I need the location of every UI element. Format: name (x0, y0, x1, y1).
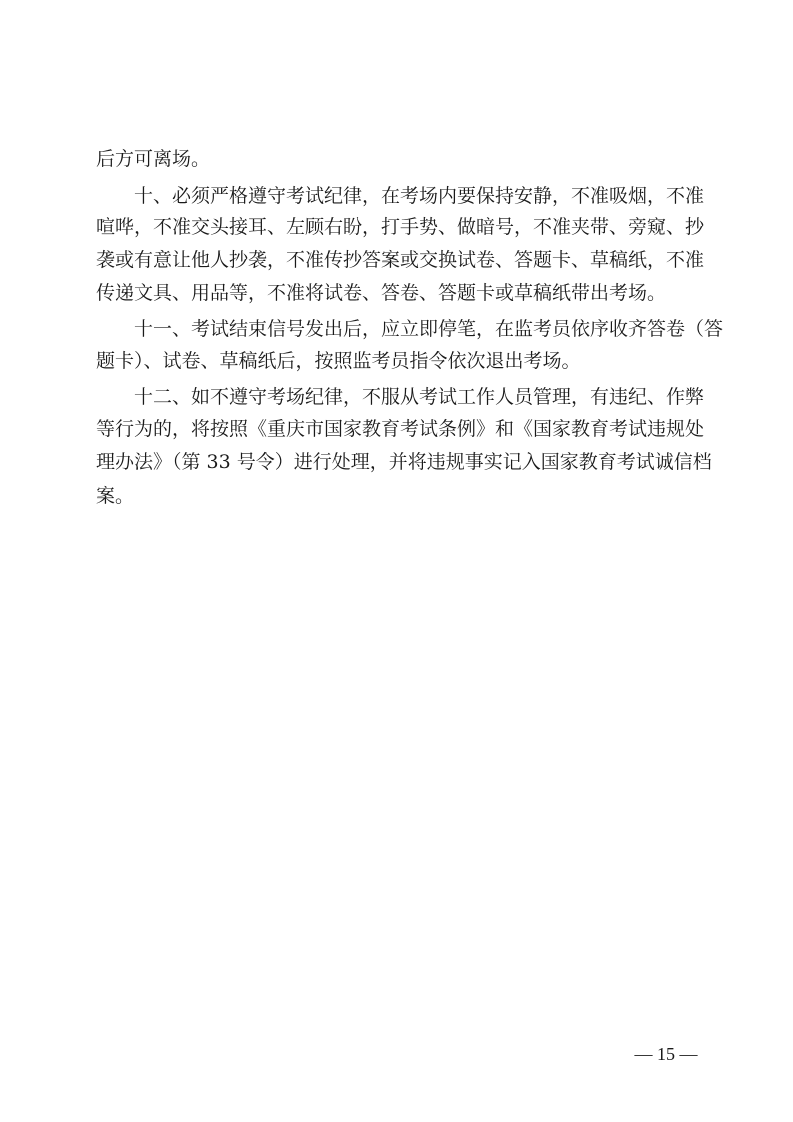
text-line: 袭或有意让他人抄袭，不准传抄答案或交换试卷、答题卡、草稿纸，不准 (96, 249, 705, 271)
text-line: 后方可离场。 (96, 148, 211, 170)
text-line: 题卡）、试卷、草稿纸后，按照监考员指令依次退出考场。 (96, 350, 581, 372)
text-line: 理办法》（第 33 号令）进行处理，并将违规事实记入国家教育考试诚信档 (96, 451, 712, 473)
page-number: — 15 — (634, 1044, 698, 1064)
text-line: 传递文具、用品等，不准将试卷、答卷、答题卡或草稿纸带出考场。 (96, 282, 667, 304)
rule-12-line: 十二、如不遵守考场纪律，不服从考试工作人员管理，有违纪、作弊 (134, 386, 705, 408)
rule-10-line: 十、必须严格遵守考试纪律，在考场内要保持安静，不准吸烟，不准 (134, 185, 705, 207)
text-line: 案。 (96, 485, 135, 507)
text-line: 喧哗，不准交头接耳、左顾右盼，打手势、做暗号，不准夹带、旁窥、抄 (96, 216, 705, 238)
text-line: 等行为的，将按照《重庆市国家教育考试条例》和《国家教育考试违规处 (96, 418, 705, 440)
rule-11-line: 十一、考试结束信号发出后，应立即停笔，在监考员依序收齐答卷（答 (134, 318, 724, 340)
